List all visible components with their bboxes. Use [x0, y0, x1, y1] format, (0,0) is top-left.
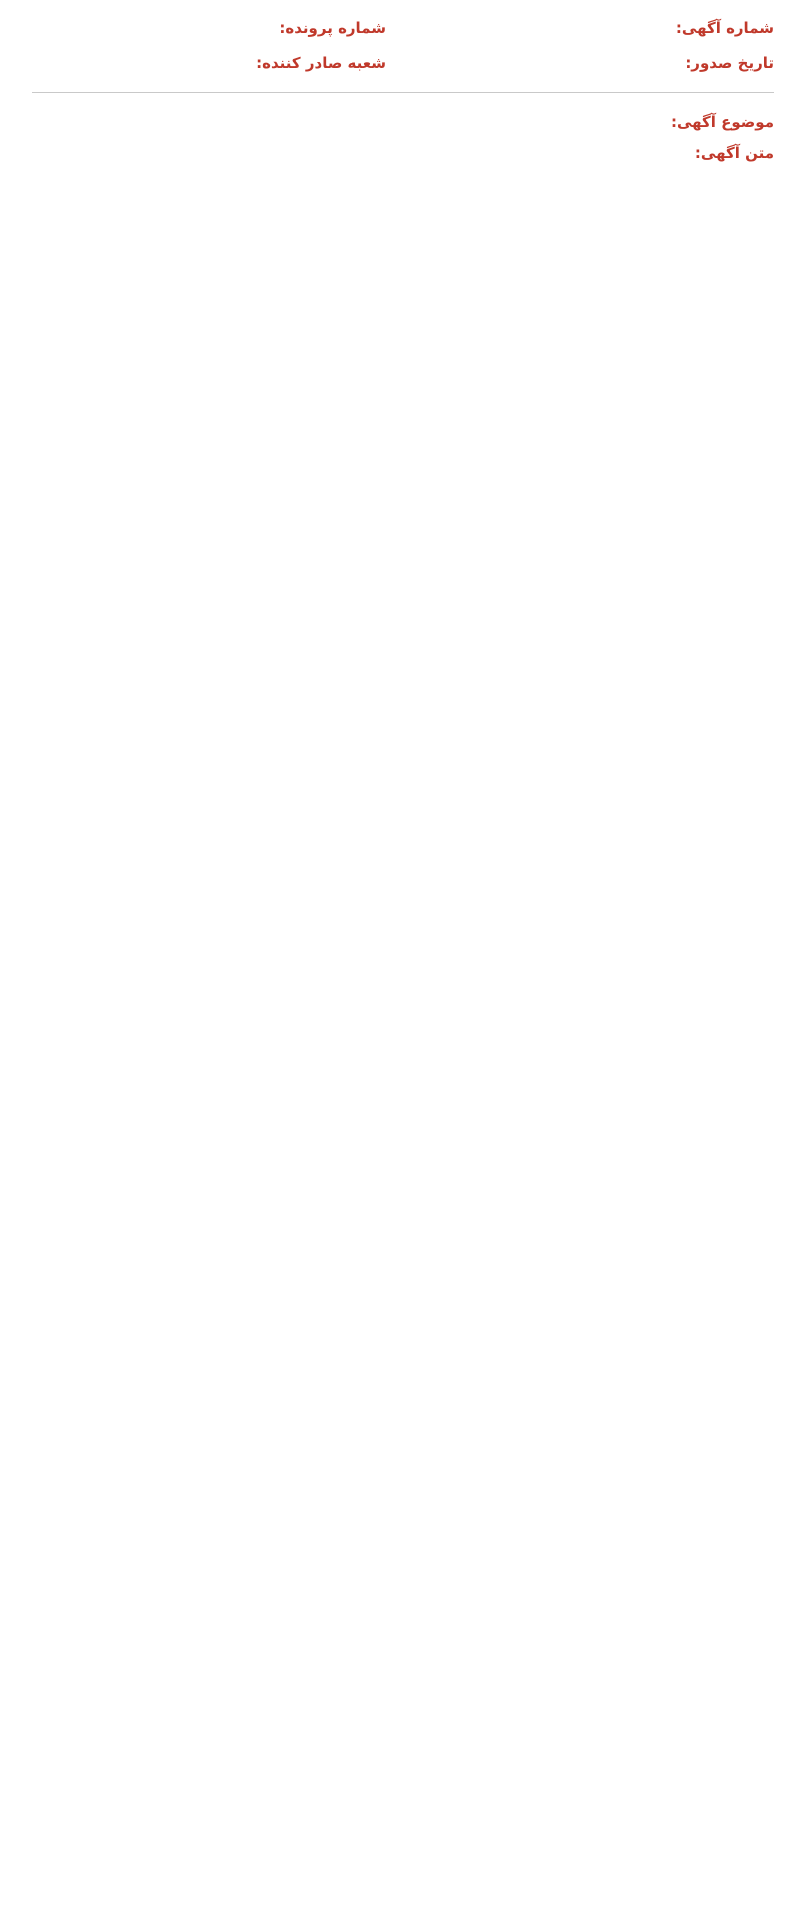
notice-number-row	[420, 18, 774, 39]
subject-label: موضوع آگهی:	[670, 113, 774, 131]
case-number-row	[32, 18, 386, 39]
issuing-branch-row	[32, 53, 386, 74]
text-line	[32, 142, 774, 165]
subject-line	[32, 111, 774, 134]
text-label: متن آگهی:	[694, 143, 774, 162]
notice-number-label: شماره آگهی:	[675, 19, 774, 37]
issue-date-label: تاریخ صدور:	[685, 54, 774, 72]
issuing-branch-label: شعبه صادر کننده:	[256, 54, 386, 72]
issue-date-row	[420, 53, 774, 74]
header-divider	[32, 92, 774, 93]
notice-header	[32, 18, 774, 74]
case-number-label: شماره پرونده:	[279, 19, 386, 37]
